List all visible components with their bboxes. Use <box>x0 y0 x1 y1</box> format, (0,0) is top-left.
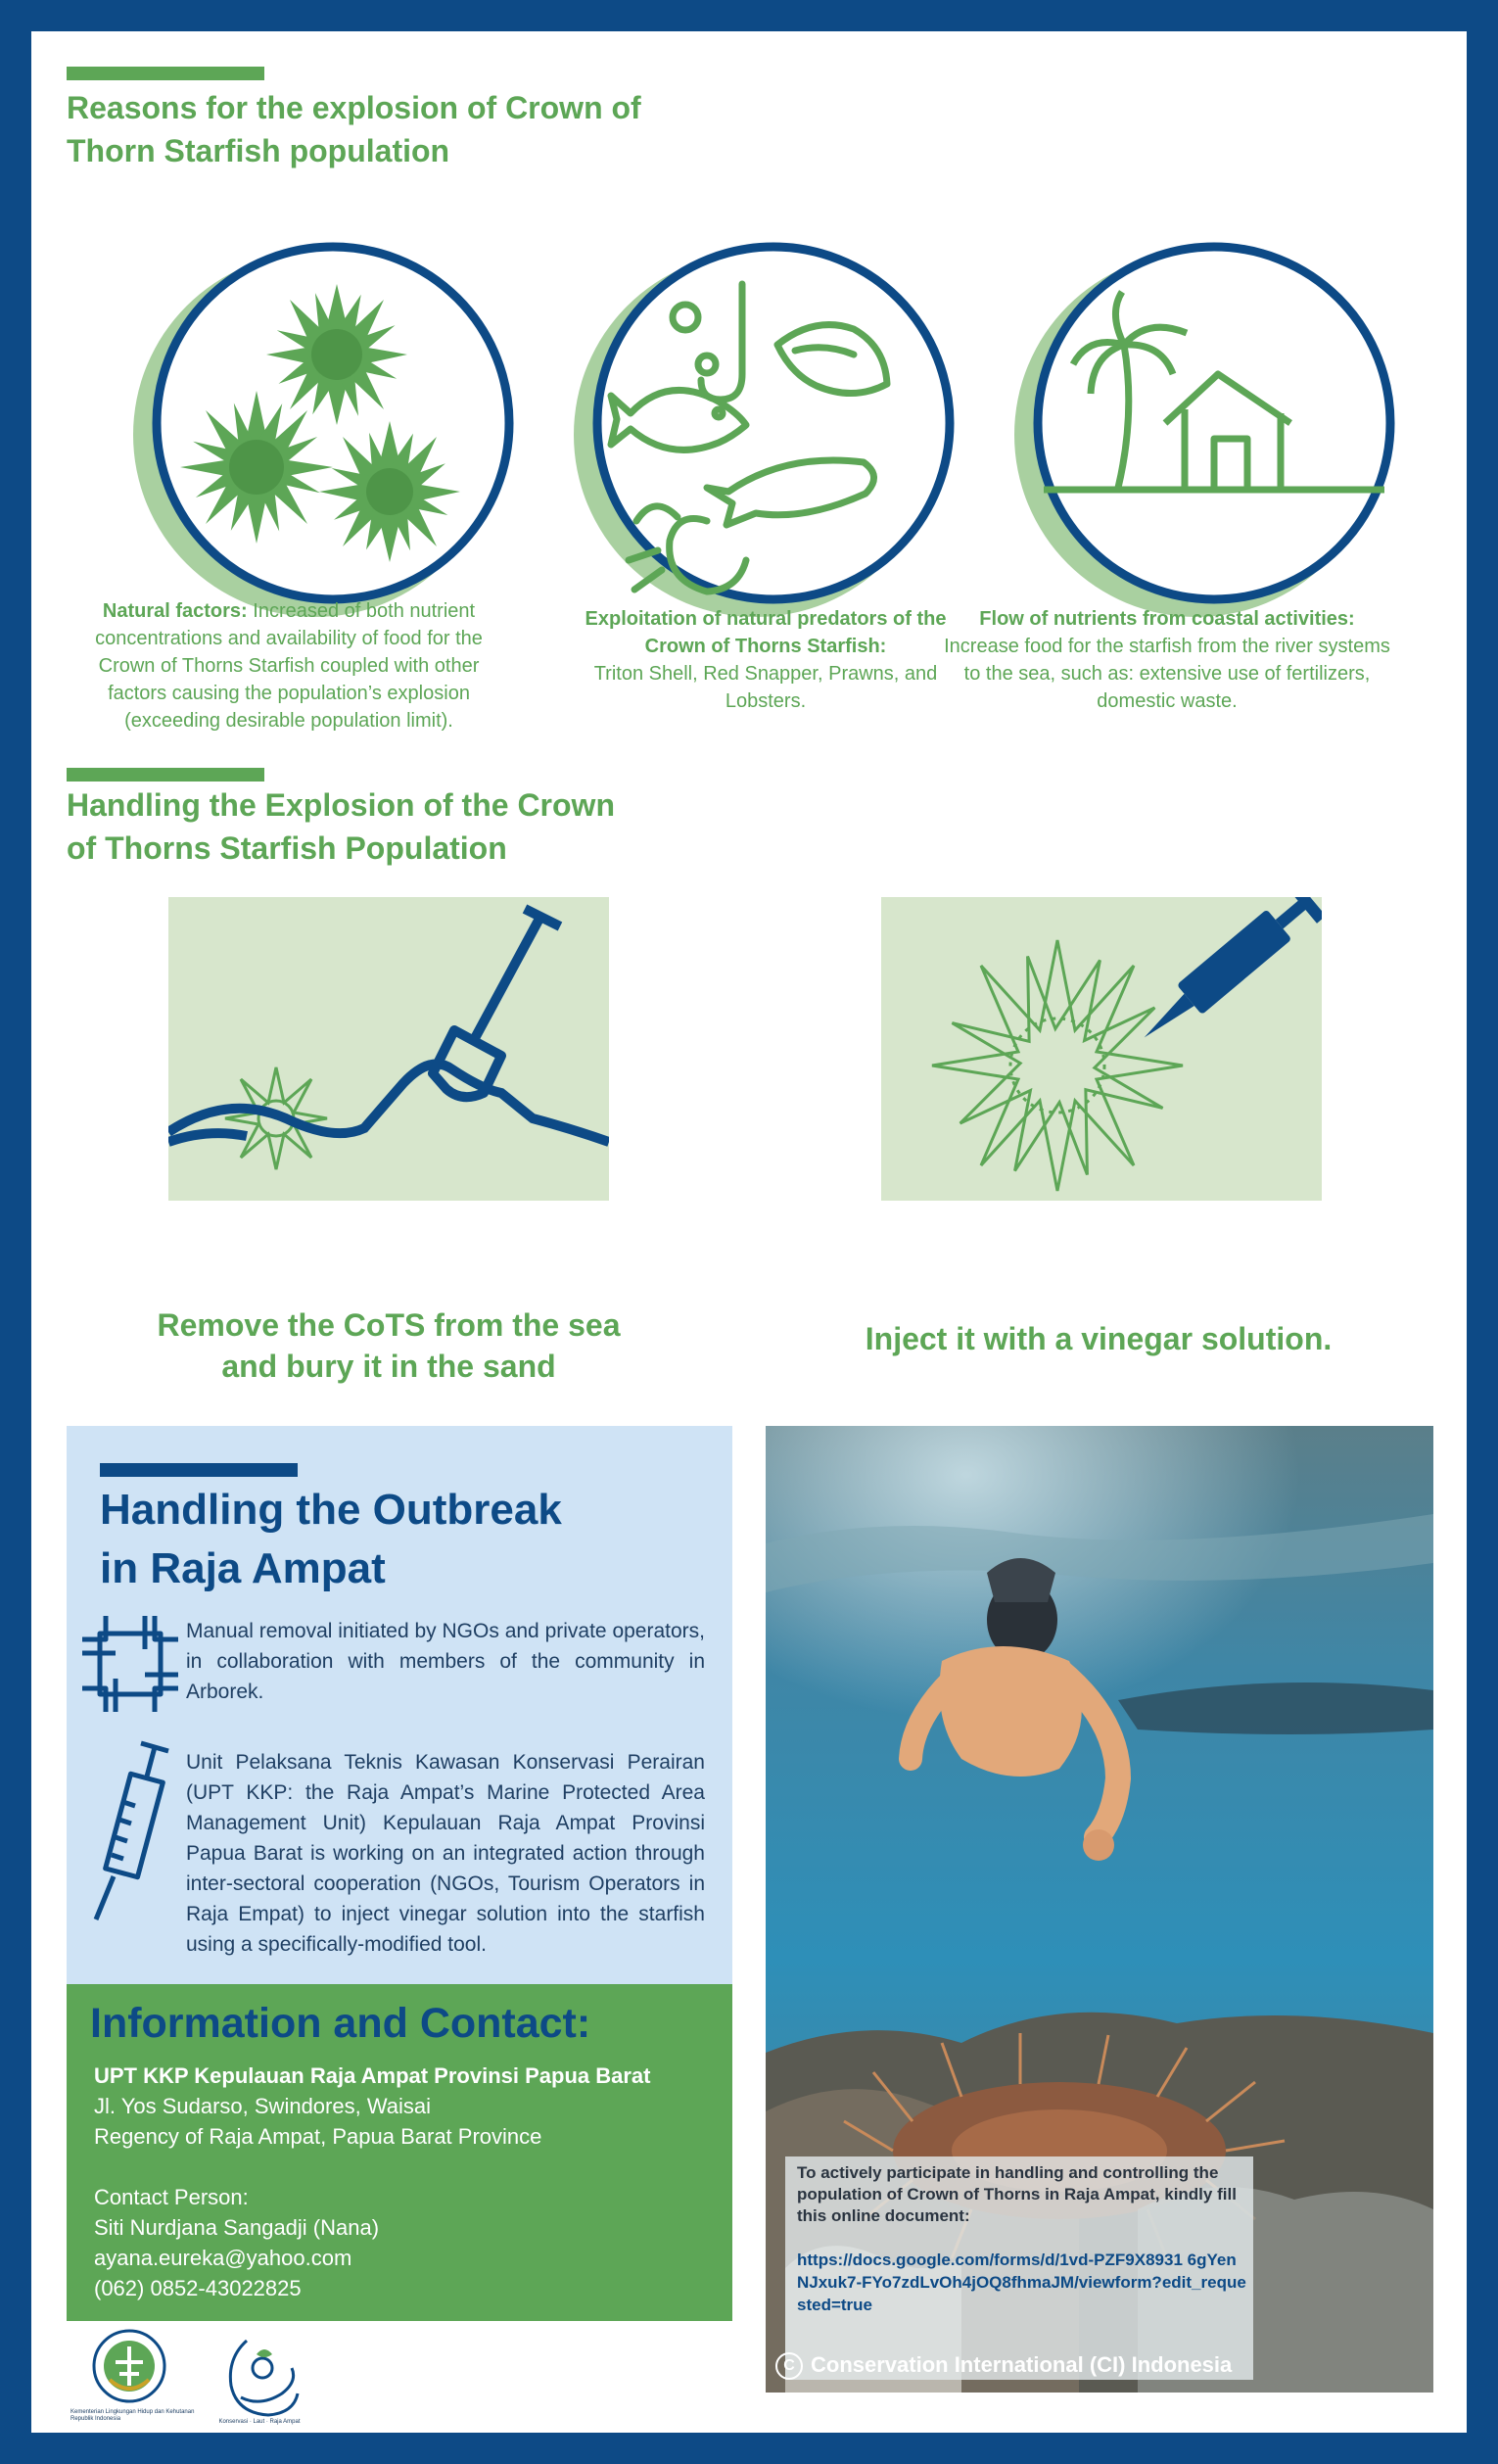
contact-person-label: Contact Person: <box>94 2185 249 2209</box>
outbreak-item-injection: Unit Pelaksana Teknis Kawasan Konservasi Perairan (UPT KKP: the Raja Ampat’s Marine Protected Area Management Unit) Kepulauan Raja Ampat Provinsi Papua Barat is working on an integrated action through inter-sectoral cooperation (NGOs, Tourism Operators in Raja Empat) to inject vinegar solution into the starfish using a specifically-modified tool. <box>186 1751 705 1956</box>
outbreak-item-manual: Manual removal initiated by NGOs and private operators, in collaboration with members of the community in Arborek. <box>186 1620 705 1703</box>
sea-predators-icon <box>560 227 971 639</box>
contact-email[interactable]: ayana.eureka@yahoo.com <box>94 2246 352 2270</box>
outbreak-title: Handling the Outbreak in Raja Ampat <box>100 1486 562 1592</box>
conservation-logo-caption: Konservasi · Laut · Raja Ampat <box>218 2419 301 2425</box>
ministry-logo-caption: Kementerian Lingkungan Hidup dan Kehutanan Republik Indonesia <box>70 2409 195 2422</box>
contact-title: Information and Contact: <box>90 2000 591 2047</box>
infographic-page <box>31 31 1467 2433</box>
shovel-bury-icon <box>168 897 609 1201</box>
reason-coastal-caption: Flow of nutrients from coastal activities: Increase food for the starfish from the river systems to the sea, such as: extensive use of fertilizers, domestic waste. <box>944 608 1390 712</box>
method-inject-caption: Inject it with a vinegar solution. <box>865 1321 1333 1356</box>
reason-natural-caption: Natural factors: Increased of both nutrient concentrations and availability of food for the Crown of Thorns Starfish coupled with other factors causing the population’s explosion (exceeding desirable population limit). <box>95 600 483 732</box>
reason-predators-caption: Exploitation of natural predators of the Crown of Thorns Starfish: Triton Shell, Red Snapper, Prawns, and Lobsters. <box>585 608 947 712</box>
contact-address-line2: Regency of Raja Ampat, Papua Barat Province <box>94 2124 542 2149</box>
form-link[interactable]: https://docs.google.com/forms/d/1vd-PZF9X8931 6gYenNJxuk7-FYo7zdLvOh4jOQ8fhmaJM/viewform?edit_requested=true <box>797 2251 1246 2314</box>
coastal-house-palm-icon <box>1001 227 1412 639</box>
section1-title: Reasons for the explosion of Crown of Thorn Starfish population <box>67 90 641 168</box>
contact-person-name: Siti Nurdjana Sangadji (Nana) <box>94 2215 380 2240</box>
form-note-text: To actively participate in handling and controlling the population of Crown of Thorns in Raja Ampat, kindly fill this online document: <box>797 2163 1237 2225</box>
section2-title: Handling the Explosion of the Crown of Thorns Starfish Population <box>67 787 615 866</box>
syringe-inject-icon <box>881 897 1322 1201</box>
section-accent-bar <box>67 67 264 80</box>
copyright-icon: C <box>775 2352 803 2380</box>
contact-address-line1: Jl. Yos Sudarso, Swindores, Waisai <box>94 2094 432 2118</box>
photo-credit: C Conservation International (CI) Indonesia <box>775 2350 1232 2380</box>
syringe-icon <box>86 1737 174 1923</box>
contact-phone[interactable]: (062) 0852-43022825 <box>94 2276 302 2300</box>
community-hands-icon <box>76 1610 184 1718</box>
section-accent-bar <box>67 768 264 782</box>
starfish-cluster-icon <box>119 227 531 639</box>
method-bury-caption: Remove the CoTS from the sea and bury it in the sand <box>157 1307 621 1384</box>
outbreak-accent-bar <box>100 1463 298 1477</box>
contact-org: UPT KKP Kepulauan Raja Ampat Provinsi Papua Barat <box>94 2063 651 2088</box>
conservation-logo <box>208 2329 315 2427</box>
